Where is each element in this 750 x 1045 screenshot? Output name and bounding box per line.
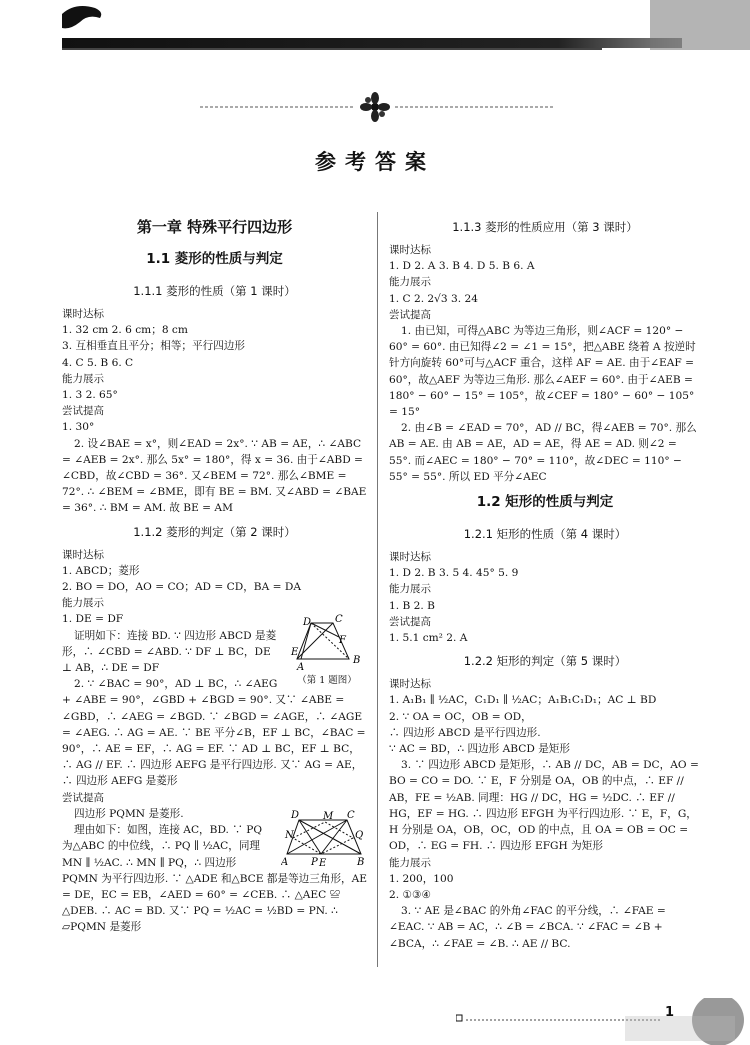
right-sub-0: 1.1.3 菱形的性质应用（第 3 课时） (452, 220, 638, 234)
left-in-20: 2. ∵ ∠BAC = 90°，AD ⊥ BC，∴ ∠AEG + ∠ABE = 90°，∠GBD + ∠BGD = 90°. 又∵ ∠ABE = ∠GBD，∴ ∠AEG = ∠BGD. ∵ ∠BGD = ∠AGE，∴ ∠AGE = ∠AEG. ∴ AG = AE. ∵ BE 平分∠B，EF ⊥ BC，∠BAC = 90°，∴ AE = EF，∴ AG = EF. ∵ AD ⊥ BC，EF ⊥ BC，∴ AG // EF. ∴ 四边形 AEFG 是平行四边形. 又∵ AG = AE，∴ 四边形 AEFG 是菱形 (62, 678, 366, 788)
right-column (389, 212, 701, 952)
figure-1 (287, 613, 367, 689)
left-hd-21: 尝试提高 (62, 791, 104, 804)
fig1-label-b: B (353, 655, 361, 667)
right-in-7: 2. 由∠B = ∠EAD = 70°，AD // BC，得∠AEB = 70°. 那么 AB = AE. 由 AB = AE，AD = AE，得 AE = AD. 则∠2 = 55°. 而∠AEC = 180° − 70° = 110°，故∠DEC = 110° − 55° = 55°. 所以 ED 平分∠AEC (389, 422, 697, 483)
right-line-15: 1. 5.1 cm² 2. A (389, 632, 468, 645)
right-line-11: 1. D 2. B 3. 5 4. 45° 5. 9 (389, 567, 519, 580)
fig2-label-a: A (281, 856, 289, 868)
fig2-label-q: Q (355, 829, 364, 841)
left-line-18: 1. DE = DF (62, 613, 124, 626)
fig2-label-c: C (347, 809, 355, 821)
watermark-logo-icon (620, 998, 750, 1045)
left-in-23: 四边形 PQMN 是菱形. (74, 807, 184, 820)
right-line-13: 1. B 2. B (389, 599, 435, 612)
ornament-divider (0, 92, 750, 122)
right-hd-3: 能力展示 (389, 276, 431, 289)
left-hd-7: 能力展示 (62, 372, 104, 385)
fig1-label-c: C (335, 614, 343, 626)
fig2-label-d: D (291, 809, 300, 821)
fig2-label-b: B (357, 856, 365, 868)
right-sub-16: 1.2.2 矩形的判定（第 5 课时） (463, 654, 627, 669)
left-in-19: 证明如下：连接 BD. ∵ 四边形 ABCD 是菱形，∴ ∠CBD = ∠ABD. ∵ DF ⊥ BC，DE ⊥ AB，∴ DE = DF (62, 629, 277, 675)
fig2-label-e: E (319, 857, 327, 869)
left-line-5: 3. 互相垂直且平分；相等；平行四边形 (62, 340, 245, 353)
fig1-label-f: F (339, 635, 346, 647)
fig2-label-p: P (311, 856, 318, 868)
fig1-label-a: A (297, 662, 305, 674)
left-line-6: 4. C 5. B 6. C (62, 356, 134, 369)
left-hd-13: 课时达标 (62, 548, 104, 561)
column-divider (377, 212, 378, 967)
right-hd-10: 课时达标 (389, 551, 431, 564)
right-sec-8: 1.2 矩形的性质与判定 (476, 494, 614, 511)
bird-logo-icon (62, 6, 101, 28)
right-line-19: 2. ∵ OA = OC，OB = OD， (389, 710, 532, 723)
right-in-22: 3. ∵ 四边形 ABCD 是矩形，∴ AB // DC，AB = DC，AO = BO = CO = DO. ∵ E，F 分别是 OA，OB 的中点，∴ EF // AB，FE = ½AB. 同理：HG // DC，HG = ½DC. ∴ EF // HG，EF = HG. ∴ 四边形 EFGH 为平行四边形. ∵ E，F，G，H 分别是 OA，OB，OC，OD 的中点，且 OA = OB = OC = OD，∴ EG = FH. ∴ 四边形 EFGH 为矩形 (389, 759, 699, 853)
left-sub-12: 1.1.2 菱形的判定（第 2 课时） (133, 524, 296, 539)
left-line-15: 2. BO = DO，AO = CO；AD = CD，BA = DA (62, 581, 301, 594)
right-line-20: ∴ 四边形 ABCD 是平行四边形. (389, 726, 541, 739)
right-line-18: 1. A₁B₁ ∥ ½AC，C₁D₁ ∥ ½AC；A₁B₁C₁D₁；AC ⊥ BD (389, 694, 657, 707)
right-line-4: 1. C 2. 2√3 3. 24 (389, 292, 478, 305)
left-hd-16: 能力展示 (62, 597, 104, 610)
right-line-21: ∵ AC = BD，∴ 四边形 ABCD 是矩形 (389, 743, 570, 756)
fig2-label-n: N (285, 829, 294, 841)
right-line-2: 1. D 2. A 3. B 4. D 5. B 6. A (389, 260, 535, 273)
right-in-26: 3. ∵ AE 是∠BAC 的外角∠FAC 的平分线，∴ ∠FAE = ∠EAC. ∵ AB = AC，∴ ∠B = ∠BCA. ∵ ∠FAC = ∠B + ∠BCA，∴ ∠FAE = ∠B. ∴ AE // BC. (389, 905, 666, 950)
fig1-label-d: D (303, 617, 312, 629)
fig1-label-e: E (291, 647, 299, 659)
left-sec-1: 1.1 菱形的性质与判定 (146, 251, 283, 267)
left-line-4: 1. 32 cm 2. 6 cm；8 cm (62, 324, 188, 337)
right-in-6: 1. 由已知，可得△ABC 为等边三角形，则∠ACF = 120° − 60° = 60°. 由已知得∠2 = ∠1 = 15°，把△ABE 绕着 A 按逆时针方向旋转 60°可与△ACF 重合，这样 AF = AE. 由于∠EAF = 60°，故△AEF 为等边三角形. 那么∠AEF = 60°. 由于∠AEB = 180° − 60° − 15° = 105°，故∠CEF = 180° − 60° − 105° = 15° (389, 325, 696, 419)
left-in-11: 2. 设∠BAE = x°，则∠EAD = 2x°. ∵ AB = AE，∴ ∠ABC = ∠AEB = 2x°. 那么 5x° = 180°，得 x = 36. 由于∠ABD = ∠CBD，故∠CBD = 36°. 又∠BEM = 72°. 那么∠BME = 72°. ∴ ∠BEM = ∠BME，即有 BE = BM. 又∠ABD = ∠BAE = 36°. ∴ BM = AM. 故 BE = AM (62, 437, 367, 515)
left-column (62, 212, 367, 936)
right-sub-9: 1.2.1 矩形的性质（第 4 课时） (463, 527, 627, 542)
left-sub-2: 1.1.1 菱形的性质（第 1 课时） (133, 284, 296, 298)
figure-2 (281, 808, 367, 870)
right-hd-23: 能力展示 (389, 856, 431, 869)
left-hd-9: 尝试提高 (62, 405, 104, 418)
left-in-24: 理由如下：如图，连接 AC，BD. ∵ PQ 为△ABC 的中位线，∴ PQ ∥ ½AC，同理 MN ∥ ½AC. ∴ MN ∥ PQ，∴ 四边形 PQMN 为平行四边形. ∵ △ADE 和△BCE 都是等边三角形，AE = DE，EC = EB，∠AED = 60° = ∠CEB. ∴ △AEC ≌ △DEB. ∴ AC = BD. 又∵ PQ = ½AC = ½BD = PN. ∴ ▱PQMN 是菱形 (62, 824, 368, 934)
header-decoration (0, 0, 750, 60)
right-hd-5: 尝试提高 (389, 308, 431, 321)
page-title: 参考答案 (315, 150, 435, 174)
flower-ornament-icon (360, 92, 390, 122)
left-line-14: 1. ABCD；菱形 (62, 564, 140, 577)
right-hd-14: 尝试提高 (389, 615, 431, 628)
right-line-24: 1. 200，100 (389, 872, 454, 885)
left-chap-0: 第一章 特殊平行四边形 (136, 218, 293, 236)
left-line-10: 1. 30° (62, 421, 95, 434)
right-hd-12: 能力展示 (389, 583, 431, 596)
right-hd-17: 课时达标 (389, 678, 431, 691)
figure-1-caption: （第 1 题图） (297, 675, 357, 687)
left-line-8: 1. 3 2. 65° (62, 389, 118, 402)
right-hd-1: 课时达标 (389, 244, 431, 256)
fig2-label-m: M (323, 810, 334, 822)
left-hd-3: 课时达标 (62, 308, 104, 320)
page-number: 1 (665, 1005, 675, 1020)
right-line-25: 2. ①③④ (389, 888, 431, 901)
